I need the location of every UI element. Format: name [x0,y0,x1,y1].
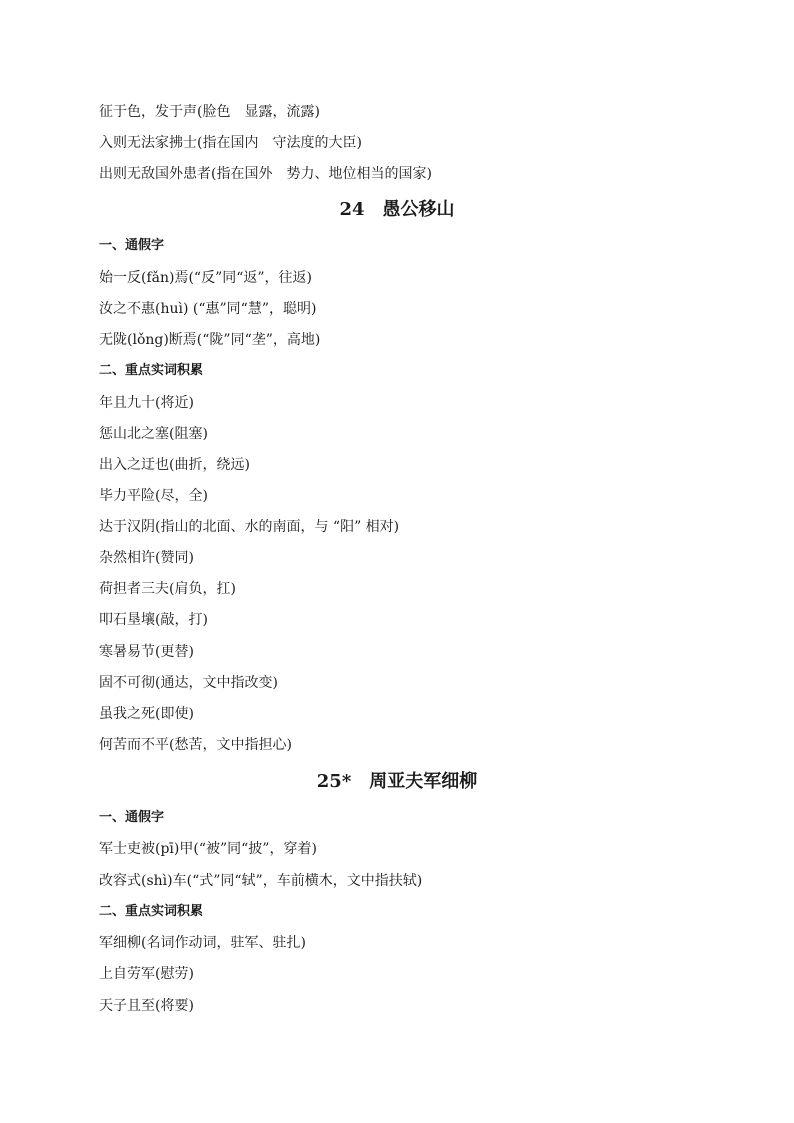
tongjia-item: 汝之不惠(huì) (“惠”同“慧”，聪明) [99,301,317,317]
shici-item: 虽我之死(即使) [99,706,194,722]
section-25-heading-shici: 二、重点实词积累 [99,904,204,919]
tongjia-item: 始一反(fǎn)焉(“反”同“返”，往返) [99,270,313,286]
section-25-title: 25* 周亚夫军细柳 [316,771,478,792]
shici-item: 惩山北之塞(阻塞) [99,426,208,442]
shici-item: 上自劳军(慰劳) [99,966,194,982]
shici-item: 何苦而不平(愁苦，文中指担心) [99,737,292,753]
intro-line: 征于色，发于声(脸色 显露，流露) [99,104,320,120]
shici-item: 毕力平险(尽，全) [99,488,208,504]
shici-item: 出入之迂也(曲折，绕远) [99,457,250,473]
shici-item: 年且九十(将近) [99,395,194,411]
tongjia-item: 无陇(lǒng)断焉(“陇”同“垄”，高地) [99,332,321,348]
shici-item: 寒暑易节(更替) [99,644,194,660]
shici-item: 军细柳(名词作动词，驻军、驻扎) [99,935,306,951]
shici-item: 杂然相许(赞同) [99,550,194,566]
section-24-heading-tongjia: 一、通假字 [99,238,165,253]
section-25-heading-tongjia: 一、通假字 [99,810,165,825]
intro-line: 出则无敌国外患者(指在国外 势力、地位相当的国家) [99,166,432,182]
intro-line: 入则无法家拂士(指在国内 守法度的大臣) [99,135,362,151]
tongjia-item: 改容式(shì)车(“式”同“轼”，车前横木，文中指扶轼) [99,873,423,889]
section-24-heading-shici: 二、重点实词积累 [99,363,204,378]
tongjia-item: 军士吏被(pī)甲(“被”同“披”，穿着) [99,841,317,857]
shici-item: 荷担者三夫(肩负，扛) [99,581,236,597]
shici-item: 叩石垦壤(敲，打) [99,612,208,628]
shici-item: 固不可彻(通达，文中指改变) [99,675,278,691]
shici-item: 天子且至(将要) [99,998,194,1014]
section-24-title: 24 愚公移山 [339,199,455,220]
shici-item: 达于汉阴(指山的北面、水的南面，与 “阳” 相对) [99,519,400,535]
